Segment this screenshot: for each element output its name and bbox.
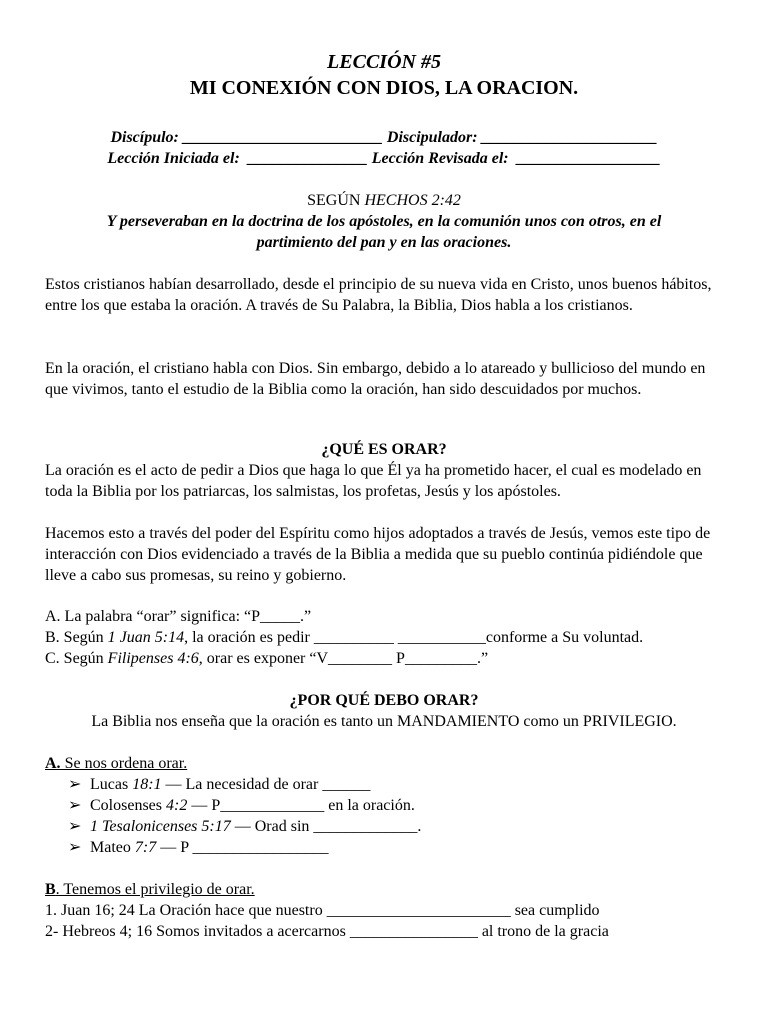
question-c-prefix: C. Según [45, 650, 108, 667]
arrow-bullet-icon: ➢ [68, 776, 82, 793]
question-c-text: , orar es exponer “V________ P_________.” [198, 650, 489, 667]
bullet-item-reference: 18:1 [132, 776, 162, 793]
bullet-item-text: — P_____________ en la oración. [187, 797, 415, 814]
lesson-date-fields: Lección Iniciada el: _______________ Lección Revisada el: __________________ [107, 150, 661, 167]
heading-por-que-orar: ¿POR QUÉ DEBO ORAR? [289, 692, 479, 709]
bullet-item-text: — La necesidad de orar ______ [161, 776, 371, 793]
bullet-item-prefix: Mateo [90, 839, 135, 856]
bullet-item-prefix: Colosenses [90, 797, 166, 814]
verse-text-line1: Y perseveraban en la doctrina de los apóstoles, en la comunión unos con otros, en el [106, 213, 662, 230]
verse-ref-prefix: SEGÚN [307, 192, 365, 209]
section-b-line-1: 1. Juan 16; 24 La Oración hace que nuestro _______________________ sea cumplido [45, 902, 600, 919]
bullet-item [68, 816, 421, 837]
section-a-label: Se nos ordena orar. [60, 755, 188, 772]
por-que-intro: La Biblia nos enseña que la oración es tanto un MANDAMIENTO como un PRIVILEGIO. [91, 713, 677, 730]
verse-reference [0, 190, 768, 211]
question-a: A. La palabra “orar” significa: “P_____.” [45, 608, 312, 625]
question-c-reference: Filipenses 4:6 [107, 650, 199, 667]
question-b-prefix: B. Según [45, 629, 108, 646]
bullet-item [68, 795, 415, 816]
bullet-item [68, 774, 370, 795]
question-b-text: , la oración es pedir __________ ___________conforme a Su voluntad. [184, 629, 644, 646]
section-a-letter: A. [45, 755, 61, 772]
que-es-paragraph-2: Hacemos esto a través del poder del Espíritu como hijos adoptados a través de Jesús, vemos este tipo de interacción con Dios evidenciado a través de la Biblia a medida que su pueblo continúa pidiéndole que lleve a cabo sus promesas, su reino y gobierno. [45, 525, 711, 584]
section-b-letter: B [45, 881, 56, 898]
verse-ref-book: HECHOS 2:42 [364, 192, 461, 209]
question-c [45, 648, 725, 669]
bullet-item-prefix: Lucas [90, 776, 133, 793]
intro-paragraph-1: Estos cristianos habían desarrollado, desde el principio de su nueva vida en Cristo, unos buenos hábitos, entre los que estaba la oración. A través de Su Palabra, la Biblia, Dios habla a los cristianos. [45, 276, 712, 314]
section-a-title [45, 753, 725, 774]
bullet-item-reference: 7:7 [134, 839, 157, 856]
bullet-item-text: — Orad sin _____________. [230, 818, 422, 835]
disciple-fields: Discípulo: _________________________ Discipulador: ______________________ [110, 129, 658, 146]
section-b-label: . Tenemos el privilegio de orar. [55, 881, 255, 898]
lesson-title: MI CONEXIÓN CON DIOS, LA ORACION. [189, 77, 579, 99]
bullet-item-reference: 1 Tesalonicenses 5:17 [90, 818, 231, 835]
intro-paragraph-2: En la oración, el cristiano habla con Dios. Sin embargo, debido a lo atareado y bullicioso del mundo en que vivimos, tanto el estudio de la Biblia como la oración, han sido descuidados por muchos. [45, 360, 706, 398]
arrow-bullet-icon: ➢ [68, 797, 82, 814]
arrow-bullet-icon: ➢ [68, 839, 82, 856]
arrow-bullet-icon: ➢ [68, 818, 82, 835]
section-b-line-2: 2- Hebreos 4; 16 Somos invitados a acercarnos ________________ al trono de la gracia [45, 923, 609, 940]
bullet-item-text: — P _________________ [156, 839, 329, 856]
lesson-number: LECCIÓN #5 [327, 51, 441, 73]
question-b [45, 627, 725, 648]
bullet-item [68, 837, 329, 858]
que-es-paragraph-1: La oración es el acto de pedir a Dios que haga lo que Él ya ha prometido hacer, el cual es modelado en toda la Biblia por los patriarcas, los salmistas, los profetas, Jesús y los apóstoles. [45, 462, 702, 500]
section-b-title [45, 879, 725, 900]
question-b-reference: 1 Juan 5:14 [107, 629, 185, 646]
heading-que-es-orar: ¿QUÉ ES ORAR? [321, 441, 447, 458]
bullet-item-reference: 4:2 [166, 797, 188, 814]
verse-text-line2: partimiento del pan y en las oraciones. [256, 234, 512, 251]
